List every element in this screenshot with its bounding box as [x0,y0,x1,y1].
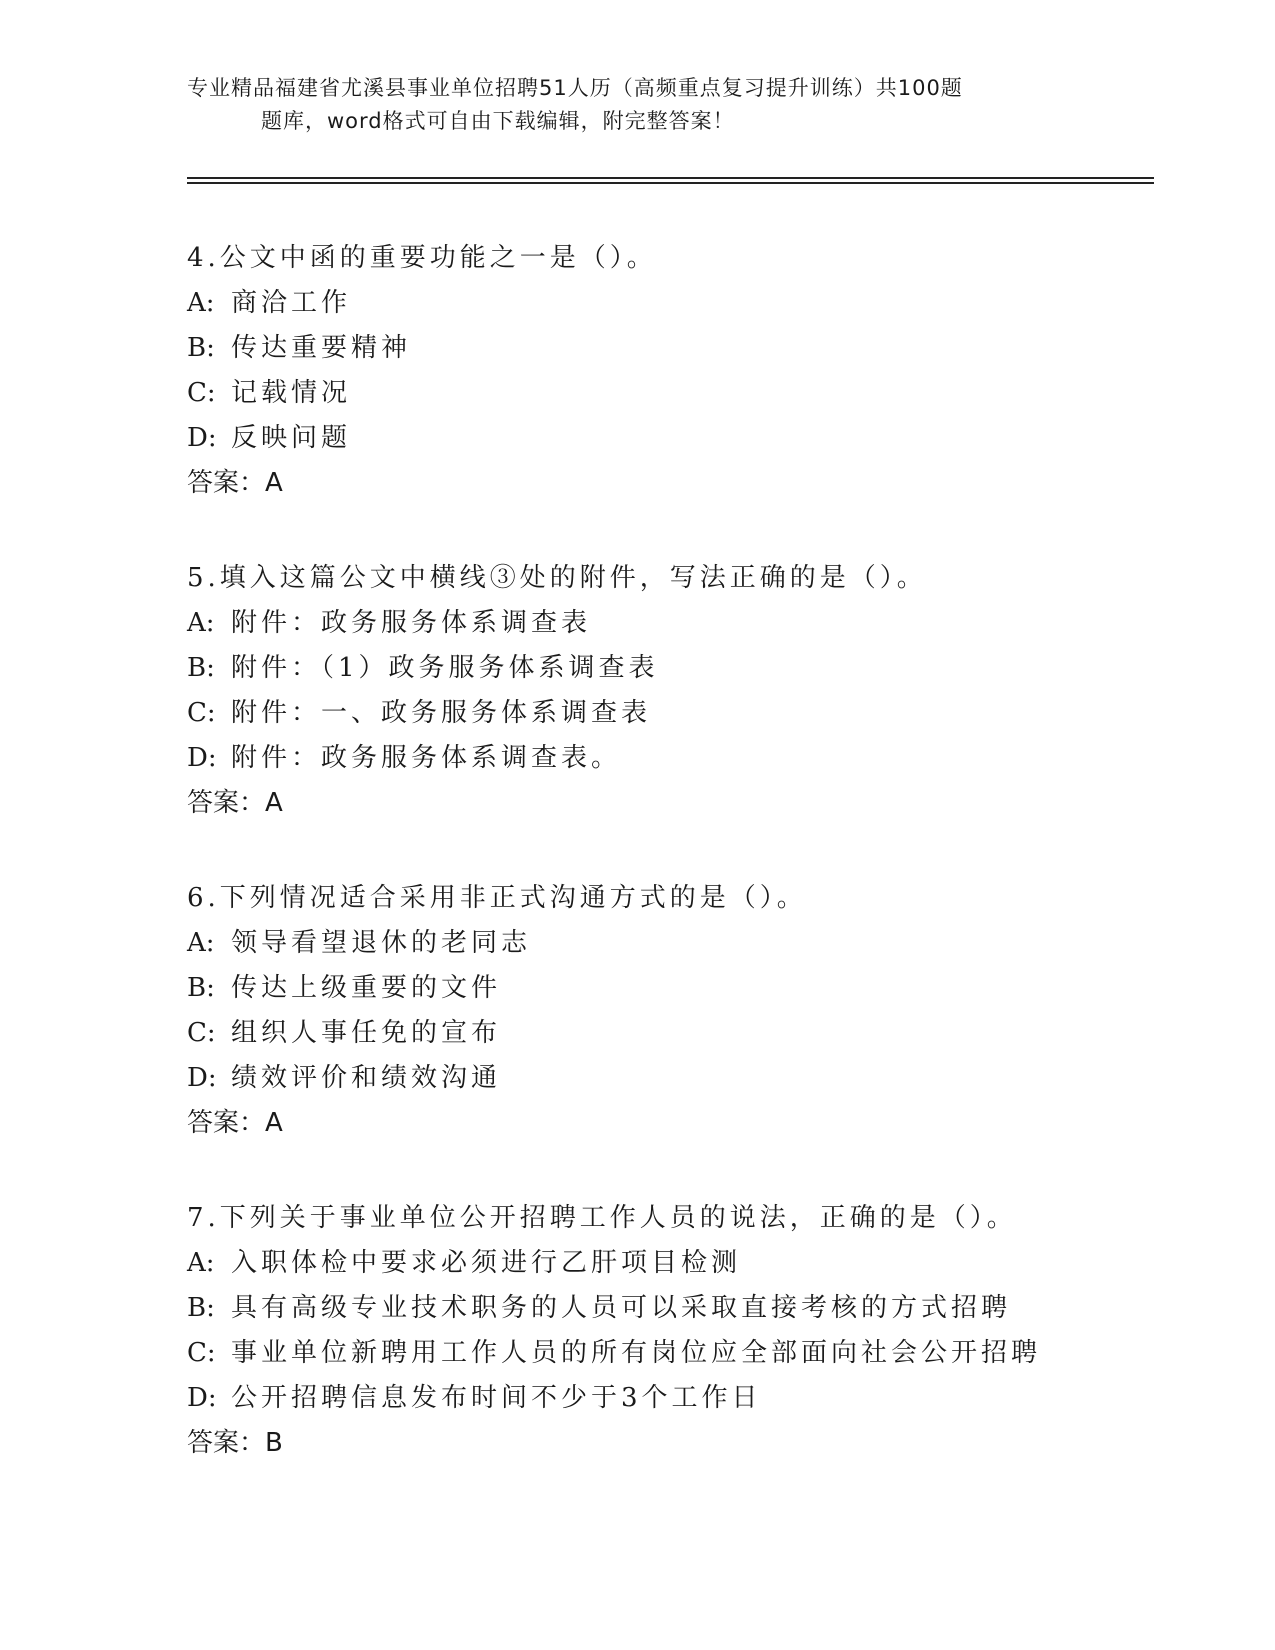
option-d [187,1056,1147,1101]
option-text: 入职体检中要求必须进行乙肝项目检测 [231,1248,742,1278]
option-text: 传达重要精神 [231,333,412,363]
option-text: 公开招聘信息发布时间不少于3个工作日 [231,1383,762,1413]
option-d [187,1376,1147,1421]
option-text: 领导看望退休的老同志 [231,928,532,958]
question-list [187,236,1147,1516]
option-text: 记载情况 [231,378,352,408]
question-item [187,556,1147,876]
option-b [187,646,1147,691]
header-title-line-1: 专业精品福建省尤溪县事业单位招聘51人历（高频重点复习提升训练）共100题 [187,76,963,100]
option-c [187,691,1147,736]
answer-line: 答案：A [187,788,283,818]
option-text: 附件：政务服务体系调查表 [231,608,592,638]
answer-line: 答案：A [187,468,283,498]
option-text: 绩效评价和绩效沟通 [231,1063,502,1093]
option-letter: C: [187,1338,216,1368]
option-letter: A: [187,608,215,638]
option-a [187,281,1147,326]
option-letter: C: [187,378,216,408]
option-text: 传达上级重要的文件 [231,973,502,1003]
header-title-line-2: 题库，word格式可自由下载编辑，附完整答案！ [261,109,735,133]
option-a [187,921,1147,966]
header-divider-top [187,177,1154,179]
option-letter: C: [187,1018,216,1048]
option-letter: D: [187,423,217,453]
option-d [187,416,1147,461]
option-text: 附件：政务服务体系调查表。 [231,743,622,773]
option-letter: B: [187,333,215,363]
option-letter: D: [187,743,217,773]
option-text: 事业单位新聘用工作人员的所有岗位应全部面向社会公开招聘 [231,1338,1042,1368]
answer-line: 答案：B [187,1428,283,1458]
question-stem: 6.下列情况适合采用非正式沟通方式的是（）。 [187,883,807,913]
question-stem: 7.下列关于事业单位公开招聘工作人员的说法，正确的是（）。 [187,1203,1017,1233]
option-letter: D: [187,1383,217,1413]
option-letter: B: [187,653,215,683]
option-b [187,326,1147,371]
option-letter: D: [187,1063,217,1093]
option-text: 附件：（1）政务服务体系调查表 [231,653,659,683]
option-text: 具有高级专业技术职务的人员可以采取直接考核的方式招聘 [231,1293,1012,1323]
question-item [187,1196,1147,1516]
option-c [187,1331,1147,1376]
option-c [187,371,1147,416]
option-d [187,736,1147,781]
question-item [187,236,1147,556]
question-stem: 4.公文中函的重要功能之一是（）。 [187,243,657,273]
option-c [187,1011,1147,1056]
option-a [187,601,1147,646]
document-header [187,72,1087,138]
option-a [187,1241,1147,1286]
header-divider-bottom [187,182,1154,184]
option-letter: B: [187,973,215,1003]
option-letter: B: [187,1293,215,1323]
option-text: 商洽工作 [231,288,352,318]
option-text: 附件：一、政务服务体系调查表 [231,698,652,728]
option-letter: C: [187,698,216,728]
answer-line: 答案：A [187,1108,283,1138]
option-b [187,1286,1147,1331]
option-letter: A: [187,288,215,318]
question-item [187,876,1147,1196]
option-text: 组织人事任免的宣布 [231,1018,502,1048]
option-b [187,966,1147,1011]
option-letter: A: [187,1248,215,1278]
question-stem: 5.填入这篇公文中横线③处的附件，写法正确的是（）。 [187,563,927,593]
option-text: 反映问题 [231,423,352,453]
option-letter: A: [187,928,215,958]
